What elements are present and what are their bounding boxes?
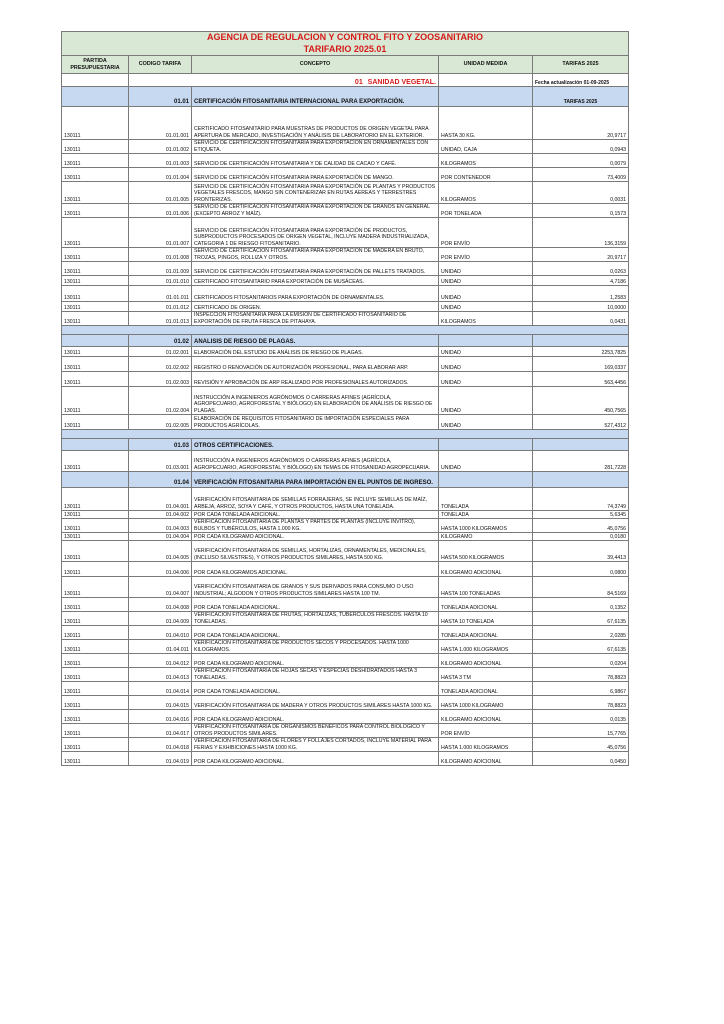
concepto-cell: INSTRUCCIÓN A INGENIEROS AGRÓNOMOS O CARRERAS AFINES (AGRÍCOLA, AGROPECUARIO, AGROFORESTAL Y BIÓLOGO) EN ELABORACIÓN DE ANÁLISIS DE RIESGO DE PLAGAS.	[192, 387, 439, 415]
concepto-cell: VERIFICACIÓN FITOSANITARIA DE SEMILLAS FORRAJERAS, SE INCLUYE SEMILLAS DE MAÍZ, ARBEJA, ARROZ, SOYA Y CAFÉ, Y OTROS PRODUCTOS, HASTA UNA TONELADA.	[192, 488, 439, 511]
codigo-cell: 01.04.016	[129, 710, 192, 724]
subsection-row	[62, 87, 629, 107]
partida-cell: 130111	[62, 752, 129, 766]
codigo-cell: 01.02.003	[129, 372, 192, 387]
section-code: 01	[354, 78, 363, 86]
tarifa-cell: 0,0135	[533, 710, 629, 724]
concepto-cell: SERVICIO DE CERTIFICACIÓN FITOSANITARIA PARA EXPORTACIÓN DE PALLETS TRATADOS.	[192, 262, 439, 276]
codigo-cell: 01.01.001	[129, 107, 192, 140]
tarifa-cell: 20,9717	[533, 107, 629, 140]
concepto-cell: POR CADA TONELADA ADICIONAL.	[192, 682, 439, 696]
section-name: SANIDAD VEGETAL.	[367, 78, 436, 86]
concepto-cell: REVISIÓN Y APROBACIÓN DE ARP REALIZADO POR PROFESIONALES AUTORIZADOS.	[192, 372, 439, 387]
unidad-cell: KILOGRAMOS	[439, 182, 533, 204]
concepto-cell: SERVICIO DE CERTIFICACIÓN FITOSANITARIA PARA EXPORTACIÓN EN ORNAMENTALES CON ETIQUETA.	[192, 140, 439, 154]
subsection-row	[62, 439, 629, 451]
partida-cell: 130111	[62, 511, 129, 519]
concepto-cell: CERTIFICADO FITOSANITARIO PARA MUESTRAS DE PRODUCTOS DE ORIGEN VEGETAL PARA APERTURA DE MERCADO, INVESTIGACIÓN Y ANÁLISIS DE LABORATORIO EN EL EXTERIOR.	[192, 107, 439, 140]
unidad-cell: POR ENVÍO	[439, 724, 533, 738]
codigo-cell: 01.02.005	[129, 415, 192, 430]
section-spacer	[62, 326, 629, 335]
concepto-cell: VERIFICACIÓN FITOSANITARIA DE PLANTAS Y PARTES DE PLANTAS (INCLUYE INVITRO), BULBOS Y TUBÉRCULOS, HASTA 1.000 KG.	[192, 519, 439, 533]
concepto-cell: VERIFICACIÓN FITOSANITARIA DE MADERA Y OTROS PRODUCTOS SIMILARES HASTA 1000 KG.	[192, 696, 439, 710]
partida-cell: 130111	[62, 262, 129, 276]
tariff-row	[62, 752, 629, 766]
codigo-cell: 01.01.008	[129, 248, 192, 262]
tariff-row	[62, 248, 629, 262]
codigo-cell: 01.01.002	[129, 140, 192, 154]
concepto-cell: POR CADA TONELADA ADICIONAL.	[192, 626, 439, 640]
partida-cell: 130111	[62, 372, 129, 387]
unidad-cell: HASTA 10 TONELADA	[439, 612, 533, 626]
partida-cell: 130111	[62, 626, 129, 640]
partida-cell: 130111	[62, 577, 129, 598]
partida-cell: 130111	[62, 696, 129, 710]
subtitle-row	[62, 43, 629, 56]
codigo-cell: 01.04.006	[129, 562, 192, 577]
concepto-cell: CERTIFICADO DE ORIGEN.	[192, 302, 439, 312]
tarifa-cell: 450,7565	[533, 387, 629, 415]
tarifa-cell: 563,4456	[533, 372, 629, 387]
partida-cell: 130111	[62, 357, 129, 372]
subsection-code: 01.02	[129, 335, 192, 347]
tariff-row	[62, 154, 629, 168]
subsection-name: CERTIFICACIÓN FITOSANITARIA INTERNACIONAL PARA EXPORTACIÓN.	[192, 87, 439, 107]
partida-cell: 130111	[62, 668, 129, 682]
tariff-row	[62, 626, 629, 640]
unidad-cell: HASTA 30 KG.	[439, 107, 533, 140]
partida-cell: 130111	[62, 168, 129, 182]
unidad-cell: HASTA 3 TM	[439, 668, 533, 682]
tariff-row	[62, 668, 629, 682]
codigo-cell: 01.03.001	[129, 451, 192, 472]
concepto-cell: SERVICIO DE CERTIFICACIÓN FITOSANITARIA PARA EXPORTACIÓN DE MANGO.	[192, 168, 439, 182]
unidad-cell: TONELADA ADICIONAL	[439, 682, 533, 696]
concepto-cell: VERIFICACIÓN FITOSANITARIA DE HOJAS SECAS Y ESPECIAS DESHIDRATADOS HASTA 3 TONELADAS.	[192, 668, 439, 682]
unidad-cell: UNIDAD	[439, 387, 533, 415]
concepto-cell: REGISTRO O RENOVACIÓN DE AUTORIZACIÓN PROFESIONAL, PARA ELABORAR ARP.	[192, 357, 439, 372]
codigo-cell: 01.04.014	[129, 682, 192, 696]
title-row	[62, 32, 629, 44]
partida-cell: 130111	[62, 488, 129, 511]
empty-cell	[62, 335, 129, 347]
partida-cell: 130111	[62, 286, 129, 302]
tariff-row	[62, 519, 629, 533]
codigo-cell: 01.04.009	[129, 612, 192, 626]
subsection-row	[62, 472, 629, 488]
empty-cell	[439, 87, 533, 107]
partida-cell: 130111	[62, 654, 129, 668]
tariff-row	[62, 724, 629, 738]
codigo-cell: 01.04.010	[129, 626, 192, 640]
unidad-cell: POR ENVÍO	[439, 248, 533, 262]
unidad-cell: UNIDAD	[439, 276, 533, 286]
partida-cell: 130111	[62, 312, 129, 326]
concepto-cell: SERVICIO DE CERTIFICACIÓN FITOSANITARIA PARA EXPORTACIÓN DE PRODUCTOS, SUBPRODUCTOS PROCESADOS DE ORIGEN VEGETAL, INCLUYE MADERA INDUSTRIALIZADA, CATEGORIA 1 DE RIESGO FITOSANITARIO.	[192, 218, 439, 248]
tarifa-cell: 6,9867	[533, 682, 629, 696]
tariff-row	[62, 640, 629, 654]
tarifa-cell: 0,0204	[533, 654, 629, 668]
header-codigo: CODIGO TARIFA	[129, 56, 192, 74]
unidad-cell: UNIDAD	[439, 415, 533, 430]
subsection-name: VERIFICACIÓN FITOSANITARIA PARA IMPORTACIÓN EN EL PUNTOS DE INGRESO.	[192, 472, 439, 488]
empty-cell	[62, 74, 129, 87]
header-unidad: UNIDAD MEDIDA	[439, 56, 533, 74]
header-concepto: CONCEPTO	[192, 56, 439, 74]
tarifa-cell: 39,4413	[533, 541, 629, 562]
unidad-cell: TONELADA	[439, 511, 533, 519]
tariff-row	[62, 302, 629, 312]
codigo-cell: 01.02.001	[129, 347, 192, 357]
section-row	[62, 74, 629, 87]
tariff-row	[62, 682, 629, 696]
unidad-cell: TONELADA ADICIONAL	[439, 598, 533, 612]
tarifa-cell: 0,0079	[533, 154, 629, 168]
unidad-cell: UNIDAD	[439, 451, 533, 472]
unidad-cell: HASTA 1.000 KILOGRAMOS	[439, 738, 533, 752]
tariff-row	[62, 312, 629, 326]
unidad-cell: HASTA 100 TONELADAS	[439, 577, 533, 598]
tarifa-cell: 5,6345	[533, 511, 629, 519]
codigo-cell: 01.04.001	[129, 488, 192, 511]
partida-cell: 130111	[62, 154, 129, 168]
tariff-row	[62, 387, 629, 415]
concepto-cell: POR CADA KILOGRAMO ADICIONAL.	[192, 533, 439, 541]
concepto-cell: SERVICIO DE CERTIFICACIÓN FITOSANITARIA Y DE CALIDAD DE CACAO Y CAFÉ.	[192, 154, 439, 168]
tarifa-cell: 84,5169	[533, 577, 629, 598]
codigo-cell: 01.01.009	[129, 262, 192, 276]
tariff-row	[62, 598, 629, 612]
unidad-cell: UNIDAD	[439, 347, 533, 357]
unidad-cell: KILOGRAMO	[439, 533, 533, 541]
codigo-cell: 01.01.011	[129, 286, 192, 302]
partida-cell: 130111	[62, 182, 129, 204]
partida-cell: 130111	[62, 682, 129, 696]
codigo-cell: 01.01.005	[129, 182, 192, 204]
tariff-row	[62, 276, 629, 286]
tarifa-cell: 15,7765	[533, 724, 629, 738]
tarifa-cell: 10,0000	[533, 302, 629, 312]
unidad-cell: TONELADA	[439, 488, 533, 511]
concepto-cell: ELABORACIÓN DE REQUISITOS FITOSANITARIO DE IMPORTACIÓN ESPECIALES PARA PRODUCTOS AGRÍCOLAS.	[192, 415, 439, 430]
concepto-cell: ELABORACIÓN DEL ESTUDIO DE ANÁLISIS DE RIESGO DE PLAGAS.	[192, 347, 439, 357]
subsection-row	[62, 335, 629, 347]
empty-cell	[62, 472, 129, 488]
partida-cell: 130111	[62, 387, 129, 415]
concepto-cell: POR CADA TONELADA ADICIONAL.	[192, 598, 439, 612]
subsection-tarifas-label	[533, 335, 629, 347]
unidad-cell: HASTA 1000 KILOGRAMO	[439, 696, 533, 710]
tarifa-cell: 73,4009	[533, 168, 629, 182]
tariff-title: TARIFARIO 2025.01	[62, 43, 629, 56]
unidad-cell: HASTA 1.000 KILOGRAMOS	[439, 640, 533, 654]
tarifa-cell: 74,3749	[533, 488, 629, 511]
header-tarifas: TARIFAS 2025	[533, 56, 629, 74]
empty-cell	[439, 335, 533, 347]
concepto-cell: SERVICIO DE CERTIFICACIÓN FITOSANITARIA PARA EXPORTACIÓN DE GRANOS EN GENERAL (EXCEPTO ARROZ Y MAÍZ).	[192, 204, 439, 218]
codigo-cell: 01.01.012	[129, 302, 192, 312]
codigo-cell: 01.04.013	[129, 668, 192, 682]
empty-cell	[62, 439, 129, 451]
unidad-cell: KILOGRAMO ADICIONAL	[439, 710, 533, 724]
partida-cell: 130111	[62, 204, 129, 218]
tarifa-cell: 78,8823	[533, 668, 629, 682]
subsection-tarifas-label	[533, 472, 629, 488]
codigo-cell: 01.01.003	[129, 154, 192, 168]
codigo-cell: 01.01.004	[129, 168, 192, 182]
tarifa-cell: 67,6135	[533, 612, 629, 626]
tariff-row	[62, 204, 629, 218]
empty-cell	[439, 439, 533, 451]
concepto-cell: VERIFICACIÓN FITOSANITARIA DE GRANOS Y SUS DERIVADOS PARA CONSUMO O USO INDUSTRIAL; ALGODON Y OTROS PRODUCTOS SIMILARES HASTA 100 TM.	[192, 577, 439, 598]
concepto-cell: VERIFICACIÓN FITOSANITARIA DE ORGANISMOS BENEFICOS PARA CONTROL BIOLÓGICO Y OTROS PRODUCTOS SIMILARES.	[192, 724, 439, 738]
tariff-row	[62, 107, 629, 140]
tariff-row	[62, 218, 629, 248]
partida-cell: 130111	[62, 248, 129, 262]
tariff-table	[61, 31, 629, 766]
tariff-row	[62, 541, 629, 562]
partida-cell: 130111	[62, 347, 129, 357]
unidad-cell: KILOGRAMO ADICIONAL	[439, 562, 533, 577]
subsection-tarifas-label	[533, 439, 629, 451]
tariff-row	[62, 168, 629, 182]
tarifa-cell: 169,0337	[533, 357, 629, 372]
tarifa-cell: 0,0943	[533, 140, 629, 154]
partida-cell: 130111	[62, 598, 129, 612]
codigo-cell: 01.04.002	[129, 511, 192, 519]
tarifa-cell: 78,8823	[533, 696, 629, 710]
tarifa-cell: 2,0285	[533, 626, 629, 640]
unidad-cell: KILOGRAMOS	[439, 312, 533, 326]
tarifa-cell: 527,4312	[533, 415, 629, 430]
concepto-cell: SERVICIO DE CERTIFICACIÓN FITOSANITARIA PARA EXPORTACIÓN DE PLANTAS Y PRODUCTOS VEGETALES FRESCOS, MANGO SIN CONTENERIZAR EN RUTAS AEREAS Y TERRESTRES FRONTERIZAS.	[192, 182, 439, 204]
unidad-cell: UNIDAD	[439, 286, 533, 302]
tarifa-cell: 0,1352	[533, 598, 629, 612]
concepto-cell: SERVICIO DE CERTIFICACIÓN FITOSANITARIA PARA EXPORTACIÓN DE MADERA EN BRUTO, TROZAS, PINGOS, ROLLIZA Y OTROS.	[192, 248, 439, 262]
partida-cell: 130111	[62, 738, 129, 752]
unidad-cell: KILOGRAMOS	[439, 154, 533, 168]
tarifa-cell: 45,0756	[533, 738, 629, 752]
concepto-cell: INSTRUCCIÓN A INGENIEROS AGRÓNOMOS O CARRERAS AFINES (AGRÍCOLA, AGROPECUARIO, AGROFORESTAL Y BIÓLOGO) EN TEMAS DE FITOSANIDAD AGROPECUARIA.	[192, 451, 439, 472]
tarifa-cell: 136,3159	[533, 218, 629, 248]
codigo-cell: 01.01.007	[129, 218, 192, 248]
tariff-row	[62, 696, 629, 710]
tarifa-cell: 4,7186	[533, 276, 629, 286]
codigo-cell: 01.04.011	[129, 640, 192, 654]
partida-cell: 130111	[62, 519, 129, 533]
partida-cell: 130111	[62, 302, 129, 312]
header-partida: PARTIDA PRESUPUESTARIA	[62, 56, 129, 74]
tariff-row	[62, 612, 629, 626]
section-spacer	[62, 430, 629, 439]
tariff-row	[62, 533, 629, 541]
concepto-cell: VERIFICACIÓN FITOSANITARIA DE PRODUCTOS SECOS Y PROCESADOS. HASTA 1000 KILOGRAMOS.	[192, 640, 439, 654]
subsection-name: ANALISIS DE RIESGO DE PLAGAS.	[192, 335, 439, 347]
tarifa-cell: 281,7228	[533, 451, 629, 472]
tariff-row	[62, 577, 629, 598]
tarifa-cell: 0,0431	[533, 312, 629, 326]
tarifa-cell: 1,2583	[533, 286, 629, 302]
concepto-cell: VERIFICACIÓN FITOSANITARIA DE SEMILLAS, HORTALIZAS, ORNAMENTALES, MEDICINALES, (INCLUSO SILVESTRES), Y OTROS PRODUCTOS SIMILARES, HASTA 500 KG.	[192, 541, 439, 562]
partida-cell: 130111	[62, 415, 129, 430]
codigo-cell: 01.04.005	[129, 541, 192, 562]
column-header-row	[62, 56, 629, 74]
subsection-code: 01.01	[129, 87, 192, 107]
codigo-cell: 01.04.015	[129, 696, 192, 710]
tariff-row	[62, 182, 629, 204]
tariff-row	[62, 710, 629, 724]
tariff-row	[62, 286, 629, 302]
tarifa-cell: 0,0450	[533, 752, 629, 766]
empty-cell	[62, 87, 129, 107]
unidad-cell: POR CONTENEDOR	[439, 168, 533, 182]
unidad-cell: UNIDAD	[439, 262, 533, 276]
unidad-cell: TONELADA ADICIONAL	[439, 626, 533, 640]
tarifa-cell: 67,6135	[533, 640, 629, 654]
partida-cell: 130111	[62, 533, 129, 541]
codigo-cell: 01.04.003	[129, 519, 192, 533]
codigo-cell: 01.04.007	[129, 577, 192, 598]
tariff-sheet	[61, 31, 628, 766]
tarifa-cell: 0,0800	[533, 562, 629, 577]
partida-cell: 130111	[62, 640, 129, 654]
unidad-cell: POR TONELADA	[439, 204, 533, 218]
tarifa-cell: 0,1573	[533, 204, 629, 218]
unidad-cell: HASTA 1000 KILOGRAMOS	[439, 519, 533, 533]
unidad-cell: UNIDAD	[439, 372, 533, 387]
codigo-cell: 01.02.002	[129, 357, 192, 372]
tarifa-cell: 0,0180	[533, 533, 629, 541]
codigo-cell: 01.01.013	[129, 312, 192, 326]
partida-cell: 130111	[62, 140, 129, 154]
tariff-row	[62, 488, 629, 511]
subsection-code: 01.04	[129, 472, 192, 488]
tarifa-cell: 45,0756	[533, 519, 629, 533]
tarifa-cell: 0,0031	[533, 182, 629, 204]
codigo-cell: 01.04.008	[129, 598, 192, 612]
tariff-row	[62, 140, 629, 154]
agency-title: AGENCIA DE REGULACION Y CONTROL FITO Y ZOOSANITARIO	[62, 32, 629, 44]
tariff-row	[62, 654, 629, 668]
partida-cell: 130111	[62, 107, 129, 140]
codigo-cell: 01.04.018	[129, 738, 192, 752]
partida-cell: 130111	[62, 710, 129, 724]
tariff-row	[62, 738, 629, 752]
partida-cell: 130111	[62, 612, 129, 626]
subsection-tarifas-label: TARIFAS 2025	[533, 87, 629, 107]
partida-cell: 130111	[62, 451, 129, 472]
concepto-cell: INSPECCIÓN FITOSANITARIA PARA LA EMISIÓN DE CERTIFICADO FITOSANITARIO DE EXPORTACIÓN DE FRUTA FRESCA DE PITAHAYA.	[192, 312, 439, 326]
concepto-cell: VERIFICACIÓN FITOSANITARIA DE FRUTAS, HORTALIZAS, TUBERCULOS FRESCOS. HASTA 10 TONELADAS.	[192, 612, 439, 626]
unidad-cell: POR ENVÍO	[439, 218, 533, 248]
spacer-cell	[62, 326, 629, 335]
tariff-row	[62, 262, 629, 276]
concepto-cell: VERIFICACIÓN FITOSANITARIA DE FLORES Y FOLLAJES CORTADOS, INCLUYE MATERIAL PARA FERIAS Y EXHIBICIONES HASTA 1000 KG.	[192, 738, 439, 752]
tarifa-cell: 20,9717	[533, 248, 629, 262]
tariff-row	[62, 415, 629, 430]
codigo-cell: 01.04.012	[129, 654, 192, 668]
tariff-row	[62, 451, 629, 472]
subsection-code: 01.03	[129, 439, 192, 451]
subsection-name: OTROS CERTIFICACIONES.	[192, 439, 439, 451]
tariff-row	[62, 347, 629, 357]
tariff-row	[62, 511, 629, 519]
unidad-cell: UNIDAD	[439, 357, 533, 372]
update-date: Fecha actualización 01-09-2025	[533, 74, 629, 87]
unidad-cell: UNIDAD	[439, 302, 533, 312]
spacer-cell	[62, 430, 629, 439]
unidad-cell: KILOGRAMO ADICIONAL	[439, 752, 533, 766]
codigo-cell: 01.04.004	[129, 533, 192, 541]
empty-cell	[439, 472, 533, 488]
codigo-cell: 01.01.006	[129, 204, 192, 218]
concepto-cell: CERTIFICADOS FITOSANITARIOS PARA EXPORTACIÓN DE ORNAMENTALES.	[192, 286, 439, 302]
section-heading	[129, 74, 439, 87]
empty-cell	[439, 74, 533, 87]
unidad-cell: KILOGRAMO ADICIONAL	[439, 654, 533, 668]
partida-cell: 130111	[62, 724, 129, 738]
codigo-cell: 01.04.019	[129, 752, 192, 766]
codigo-cell: 01.01.010	[129, 276, 192, 286]
concepto-cell: POR CADA TONELADA ADICIONAL.	[192, 511, 439, 519]
unidad-cell: UNIDAD, CAJA	[439, 140, 533, 154]
partida-cell: 130111	[62, 276, 129, 286]
unidad-cell: HASTA 500 KILOGRAMOS	[439, 541, 533, 562]
tariff-row	[62, 562, 629, 577]
partida-cell: 130111	[62, 562, 129, 577]
partida-cell: 130111	[62, 541, 129, 562]
concepto-cell: POR CADA KILOGRAMOS ADICIONAL.	[192, 562, 439, 577]
concepto-cell: POR CADA KILOGRAMO ADICIONAL.	[192, 752, 439, 766]
tarifa-cell: 2253,7825	[533, 347, 629, 357]
tarifa-cell: 0,0263	[533, 262, 629, 276]
partida-cell: 130111	[62, 218, 129, 248]
concepto-cell: POR CADA KILOGRAMO ADICIONAL.	[192, 654, 439, 668]
tariff-row	[62, 372, 629, 387]
codigo-cell: 01.02.004	[129, 387, 192, 415]
tariff-row	[62, 357, 629, 372]
concepto-cell: CERTIFICADO FITOSANITARIO PARA EXPORTACIÓN DE MUSÁCEAS.	[192, 276, 439, 286]
codigo-cell: 01.04.017	[129, 724, 192, 738]
concepto-cell: POR CADA KILOGRAMO ADICIONAL.	[192, 710, 439, 724]
